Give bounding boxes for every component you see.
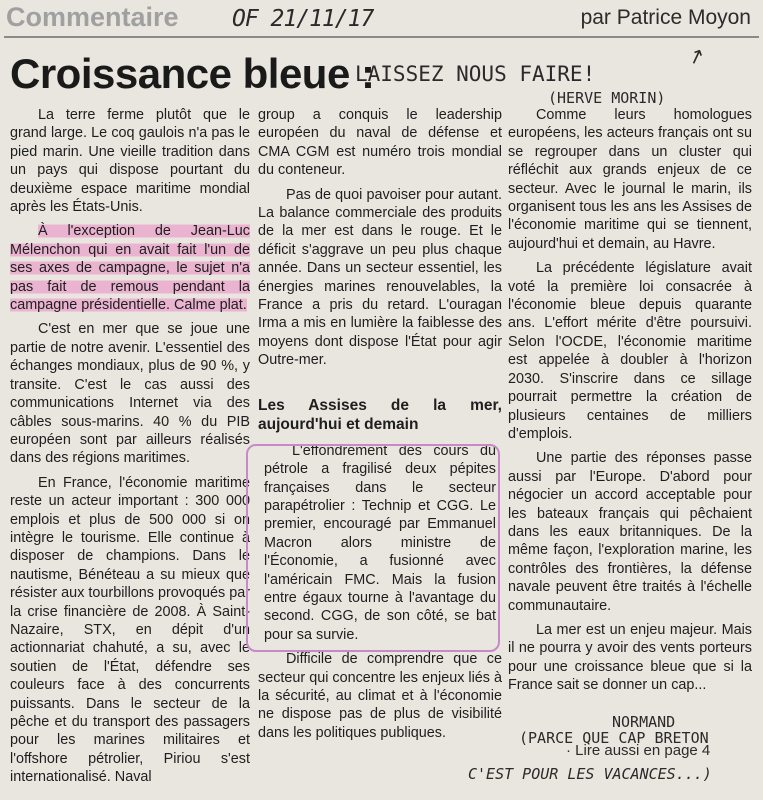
article-header bbox=[0, 0, 763, 36]
handwritten-note-normand: NORMAND bbox=[612, 713, 676, 731]
paragraph: group a conquis le leadership européen du naval de défense et CMA CGM est numéro trois mondial du conteneur. bbox=[258, 107, 502, 179]
subheading: Les Assises de la mer, aujourd'hui et demain bbox=[258, 396, 502, 433]
paragraph: Une partie des réponses passe aussi par l'Europe. D'abord pour négocier un accord acceptable pour les bateaux français qui pêchaient dans les eaux britanniques. De la même façon, l'exploration marine, les contrôles des frontières, la défense navale peuvent être traités à l'échelle communautaire. bbox=[508, 450, 752, 614]
column-3 bbox=[508, 106, 752, 701]
highlighted-text: À l'exception de Jean-Luc Mélenchon qui en avait fait l'un de ses axes de campagne, le sujet n'a pas fait de remous pendant la campagne présidentielle. Calme plat. bbox=[10, 223, 250, 314]
paragraph: C'est en mer que se joue une partie de notre avenir. L'essentiel des échanges mondiaux, plus de 90 %, y transite. C'est le cas aussi des communications Internet via des câbles sous-marins. 40 % du PIB européen sont par ailleurs réalisés dans des régions maritimes. bbox=[10, 321, 250, 467]
headline: Croissance bleue : bbox=[10, 50, 375, 97]
handwritten-title-note: LAISSEZ NOUS FAIRE! bbox=[355, 62, 596, 86]
column-1 bbox=[10, 106, 250, 793]
header-rule bbox=[4, 36, 759, 38]
paragraph: La mer est un enjeu majeur. Mais il ne pourra y avoir des vents porteurs pour une croissance bleue que si la France sait se donner un cap... bbox=[508, 621, 752, 694]
arrow-icon: ↗ bbox=[684, 43, 709, 71]
paragraph: La terre ferme plutôt que le grand large. Le coq gaulois n'a pas le pied marin. Une vieille tradition dans un pays qui dispose pourtant du deuxième espace maritime mondial après les États-Unis. bbox=[10, 107, 250, 216]
section-label: Commentaire bbox=[6, 2, 179, 32]
see-also-text: Lire aussi en page 4 bbox=[575, 742, 711, 759]
paragraph: La précédente législature avait voté la première loi consacrée à l'économie bleue depuis quarante ans. L'effort mérite d'être poursuivi. Selon l'OCDE, l'économie maritime est appelée à doubler à l'horizon 2030. S'inscrire dans ce sillage pourrait permettre la création de plusieurs centaines de milliers d'emplois. bbox=[508, 260, 752, 442]
boxed-paragraph: L'effondrement des cours du pétrole a fragilisé deux pépites françaises dans le secteur parapétrolier : Technip et CGG. Le premier, encouragé par Emmanuel Macron alors ministre de l'Économie, a fusionné avec l'américain FMC. Mais la fusion entre égaux tourne à l'avantage du second. CGG, de son côté, se bat pour sa survie. bbox=[264, 442, 496, 643]
handwritten-title-note-author: (HERVE MORIN) bbox=[548, 89, 666, 107]
highlighted-paragraph bbox=[10, 222, 250, 314]
handwritten-note-vacances: C'EST POUR LES VACANCES...) bbox=[468, 765, 712, 783]
see-also-link[interactable]: · Lire aussi en page 4 bbox=[566, 742, 711, 759]
paragraph: Difficile de comprendre que ce secteur qui concentre les enjeux liés à la sécurité, au climat et à l'économie ne dispose pas de plus de visibilité dans les politiques publiques. bbox=[258, 651, 502, 741]
paragraph: Comme leurs homologues européens, les acteurs français ont su se regrouper dans un cluster qui réfléchit aux grands enjeux de ce secteur. Avec le journal le marin, ils organisent tous les ans les Assises de l'économie maritime qui se tiennent, aujourd'hui et demain, au Havre. bbox=[508, 107, 752, 252]
paragraph: En France, l'économie maritime reste un acteur important : 300 000 emplois et plus de 500 000 si on intègre le tourisme. Elle continue à disposer de champions. Dans le nautisme, Bénéteau a su mieux que résister aux tourbillons provoqués par la crise financière de 2008. À Saint-Nazaire, STX, en dépit d'un actionnariat chahuté, a su, avec le soutien de l'État, défendre ses couleurs face à des concurrents puissants. Dans le secteur de la pêche et du transport des passagers pour les marines militaires et l'offshore pétrolier, Piriou s'est internationalisé. Naval bbox=[10, 474, 250, 786]
byline: par Patrice Moyon bbox=[580, 6, 751, 29]
handwritten-note-cap-breton: (PARCE QUE CAP BRETON bbox=[519, 729, 709, 747]
handwritten-date: OF 21/11/17 bbox=[232, 6, 374, 32]
paragraph: Pas de quoi pavoiser pour autant. La balance commerciale des produits de la mer est dans le rouge. Et le déficit s'aggrave un peu plus chaque année. Dans un secteur essentiel, les énergies marines renouvelables, la France a pris du retard. L'ouragan Irma a mis en lumière la faiblesse des moyens dont dispose l'État pour agir Outre-mer. bbox=[258, 186, 502, 369]
handdrawn-box bbox=[246, 444, 500, 652]
